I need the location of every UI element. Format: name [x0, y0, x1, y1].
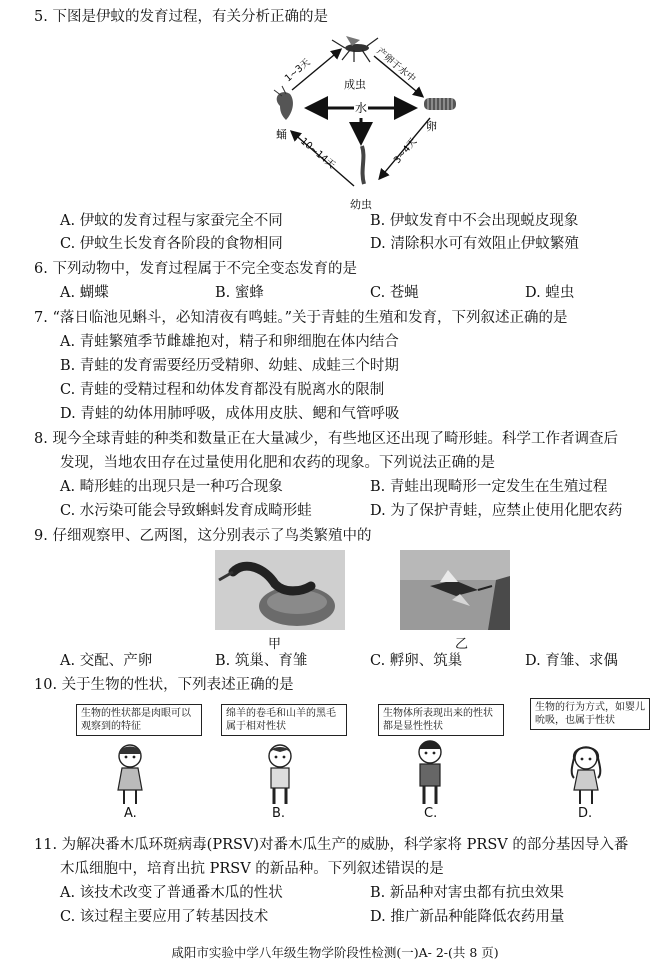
q5-option-d: D. 清除积水可有效阻止伊蚊繁殖 — [370, 236, 579, 252]
q7-option-a: A. 青蛙繁殖季节雌雄抱对，精子和卵细胞在体内结合 — [60, 334, 399, 350]
figure-label-jia: 甲 — [268, 637, 282, 652]
q6-option-d: D. 蝗虫 — [525, 285, 575, 301]
q8-stem-line1: 8. 现今全球青蛙的种类和数量正在大量减少，有些地区还出现了畸形蛙。科学工作者调查后 — [34, 431, 618, 447]
q6-option-b: B. 蜜蜂 — [215, 285, 264, 301]
bird-photo-jia — [215, 550, 345, 630]
q7-option-c: C. 青蛙的受精过程和幼体发育都没有脱离水的限制 — [60, 382, 385, 398]
q5-stem: 5. 下图是伊蚊的发育过程，有关分析正确的是 — [34, 9, 328, 25]
arrow-larva-pupa-label: 10~14天 — [298, 135, 338, 172]
q10-stem: 10. 关于生物的性状，下列表述正确的是 — [34, 677, 294, 693]
q9-option-c: C. 孵卵、筑巢 — [370, 653, 463, 669]
q9-option-a: A. 交配、产卵 — [60, 653, 153, 669]
egg-label: 卵 — [426, 120, 437, 133]
speech-bubble-a: 生物的性状都是肉眼可以观察到的特征 — [76, 704, 202, 736]
water-label: 水 — [355, 101, 368, 115]
q7-option-b: B. 青蛙的发育需要经历受精卵、幼蛙、成蛙三个时期 — [60, 358, 399, 374]
q9-stem: 9. 仔细观察甲、乙两图，这分别表示了鸟类繁殖中的 — [34, 528, 372, 544]
arrow-adult-egg-label: 产卵于水中 — [374, 45, 418, 85]
mosquito-life-cycle-diagram — [262, 36, 462, 214]
q5-option-a: A. 伊蚊的发育过程与家蚕完全不同 — [60, 213, 283, 229]
q6-option-c: C. 苍蝇 — [370, 285, 419, 301]
egg-raft-icon — [424, 98, 456, 110]
bird-photo-yi — [400, 550, 510, 630]
arrow-pupa-adult-label: 1~3天 — [282, 56, 313, 85]
cartoon-child-a-icon — [112, 742, 148, 806]
q8-option-d: D. 为了保护青蛙，应禁止使用化肥农药 — [370, 503, 623, 519]
q11-stem-line2: 木瓜细胞中，培育出抗 PRSV 的新品种。下列叙述错误的是 — [60, 861, 444, 877]
q7-option-d: D. 青蛙的幼体用肺呼吸，成体用皮肤、鳃和气管呼吸 — [60, 406, 400, 422]
figure-label-yi: 乙 — [455, 637, 469, 652]
pupa-icon — [274, 86, 293, 120]
child-label-c: C. — [424, 806, 438, 821]
speech-bubble-b: 绵羊的卷毛和山羊的黑毛属于相对性状 — [221, 704, 347, 736]
q11-option-c: C. 该过程主要应用了转基因技术 — [60, 909, 269, 925]
arrow-egg-larva-label: 3~4天 — [391, 136, 420, 166]
child-label-d: D. — [578, 806, 593, 821]
cartoon-child-b-icon — [262, 742, 298, 806]
q5-option-c: C. 伊蚊生长发育各阶段的食物相同 — [60, 236, 283, 252]
q11-option-b: B. 新品种对害虫都有抗虫效果 — [370, 885, 564, 901]
pupa-label: 蛹 — [276, 128, 287, 141]
speech-bubble-d: 生物的行为方式，如婴儿吮吸，也属于性状 — [530, 698, 650, 730]
q6-stem: 6. 下列动物中，发育过程属于不完全变态发育的是 — [34, 261, 357, 277]
adult-label: 成虫 — [344, 78, 366, 91]
q11-option-d: D. 推广新品种能降低农药用量 — [370, 909, 565, 925]
cartoon-child-c-icon — [412, 738, 448, 806]
q6-option-a: A. 蝴蝶 — [60, 285, 109, 301]
q8-option-c: C. 水污染可能会导致蝌蚪发育成畸形蛙 — [60, 503, 312, 519]
q9-option-d: D. 育雏、求偶 — [525, 653, 618, 669]
larva-icon — [362, 146, 364, 184]
cartoon-child-d-icon — [566, 744, 606, 806]
q5-option-b: B. 伊蚊发育中不会出现蜕皮现象 — [370, 213, 579, 229]
q8-option-b: B. 青蛙出现畸形一定发生在生殖过程 — [370, 479, 608, 495]
q8-option-a: A. 畸形蛙的出现只是一种巧合现象 — [60, 479, 283, 495]
page-footer: 咸阳市实验中学八年级生物学阶段性检测(一)A- 2-(共 8 页) — [171, 945, 499, 960]
q7-stem: 7. “落日临池见蝌斗，必知清夜有鸣蛙。”关于青蛙的生殖和发育，下列叙述正确的是 — [34, 310, 568, 326]
speech-bubble-c: 生物体所表现出来的性状都是显性性状 — [378, 704, 504, 736]
q11-option-a: A. 该技术改变了普通番木瓜的性状 — [60, 885, 283, 901]
child-label-a: A. — [124, 806, 137, 821]
q9-option-b: B. 筑巢、育雏 — [215, 653, 308, 669]
q11-stem-line1: 11. 为解决番木瓜环斑病毒(PRSV)对番木瓜生产的威胁，科学家将 PRSV 的部分基因导入番 — [34, 837, 629, 853]
larva-label: 幼虫 — [350, 198, 372, 211]
child-label-b: B. — [272, 806, 286, 821]
q8-stem-line2: 发现，当地农田存在过量使用化肥和农药的现象。下列说法正确的是 — [60, 455, 495, 471]
adult-mosquito-icon — [332, 36, 378, 62]
